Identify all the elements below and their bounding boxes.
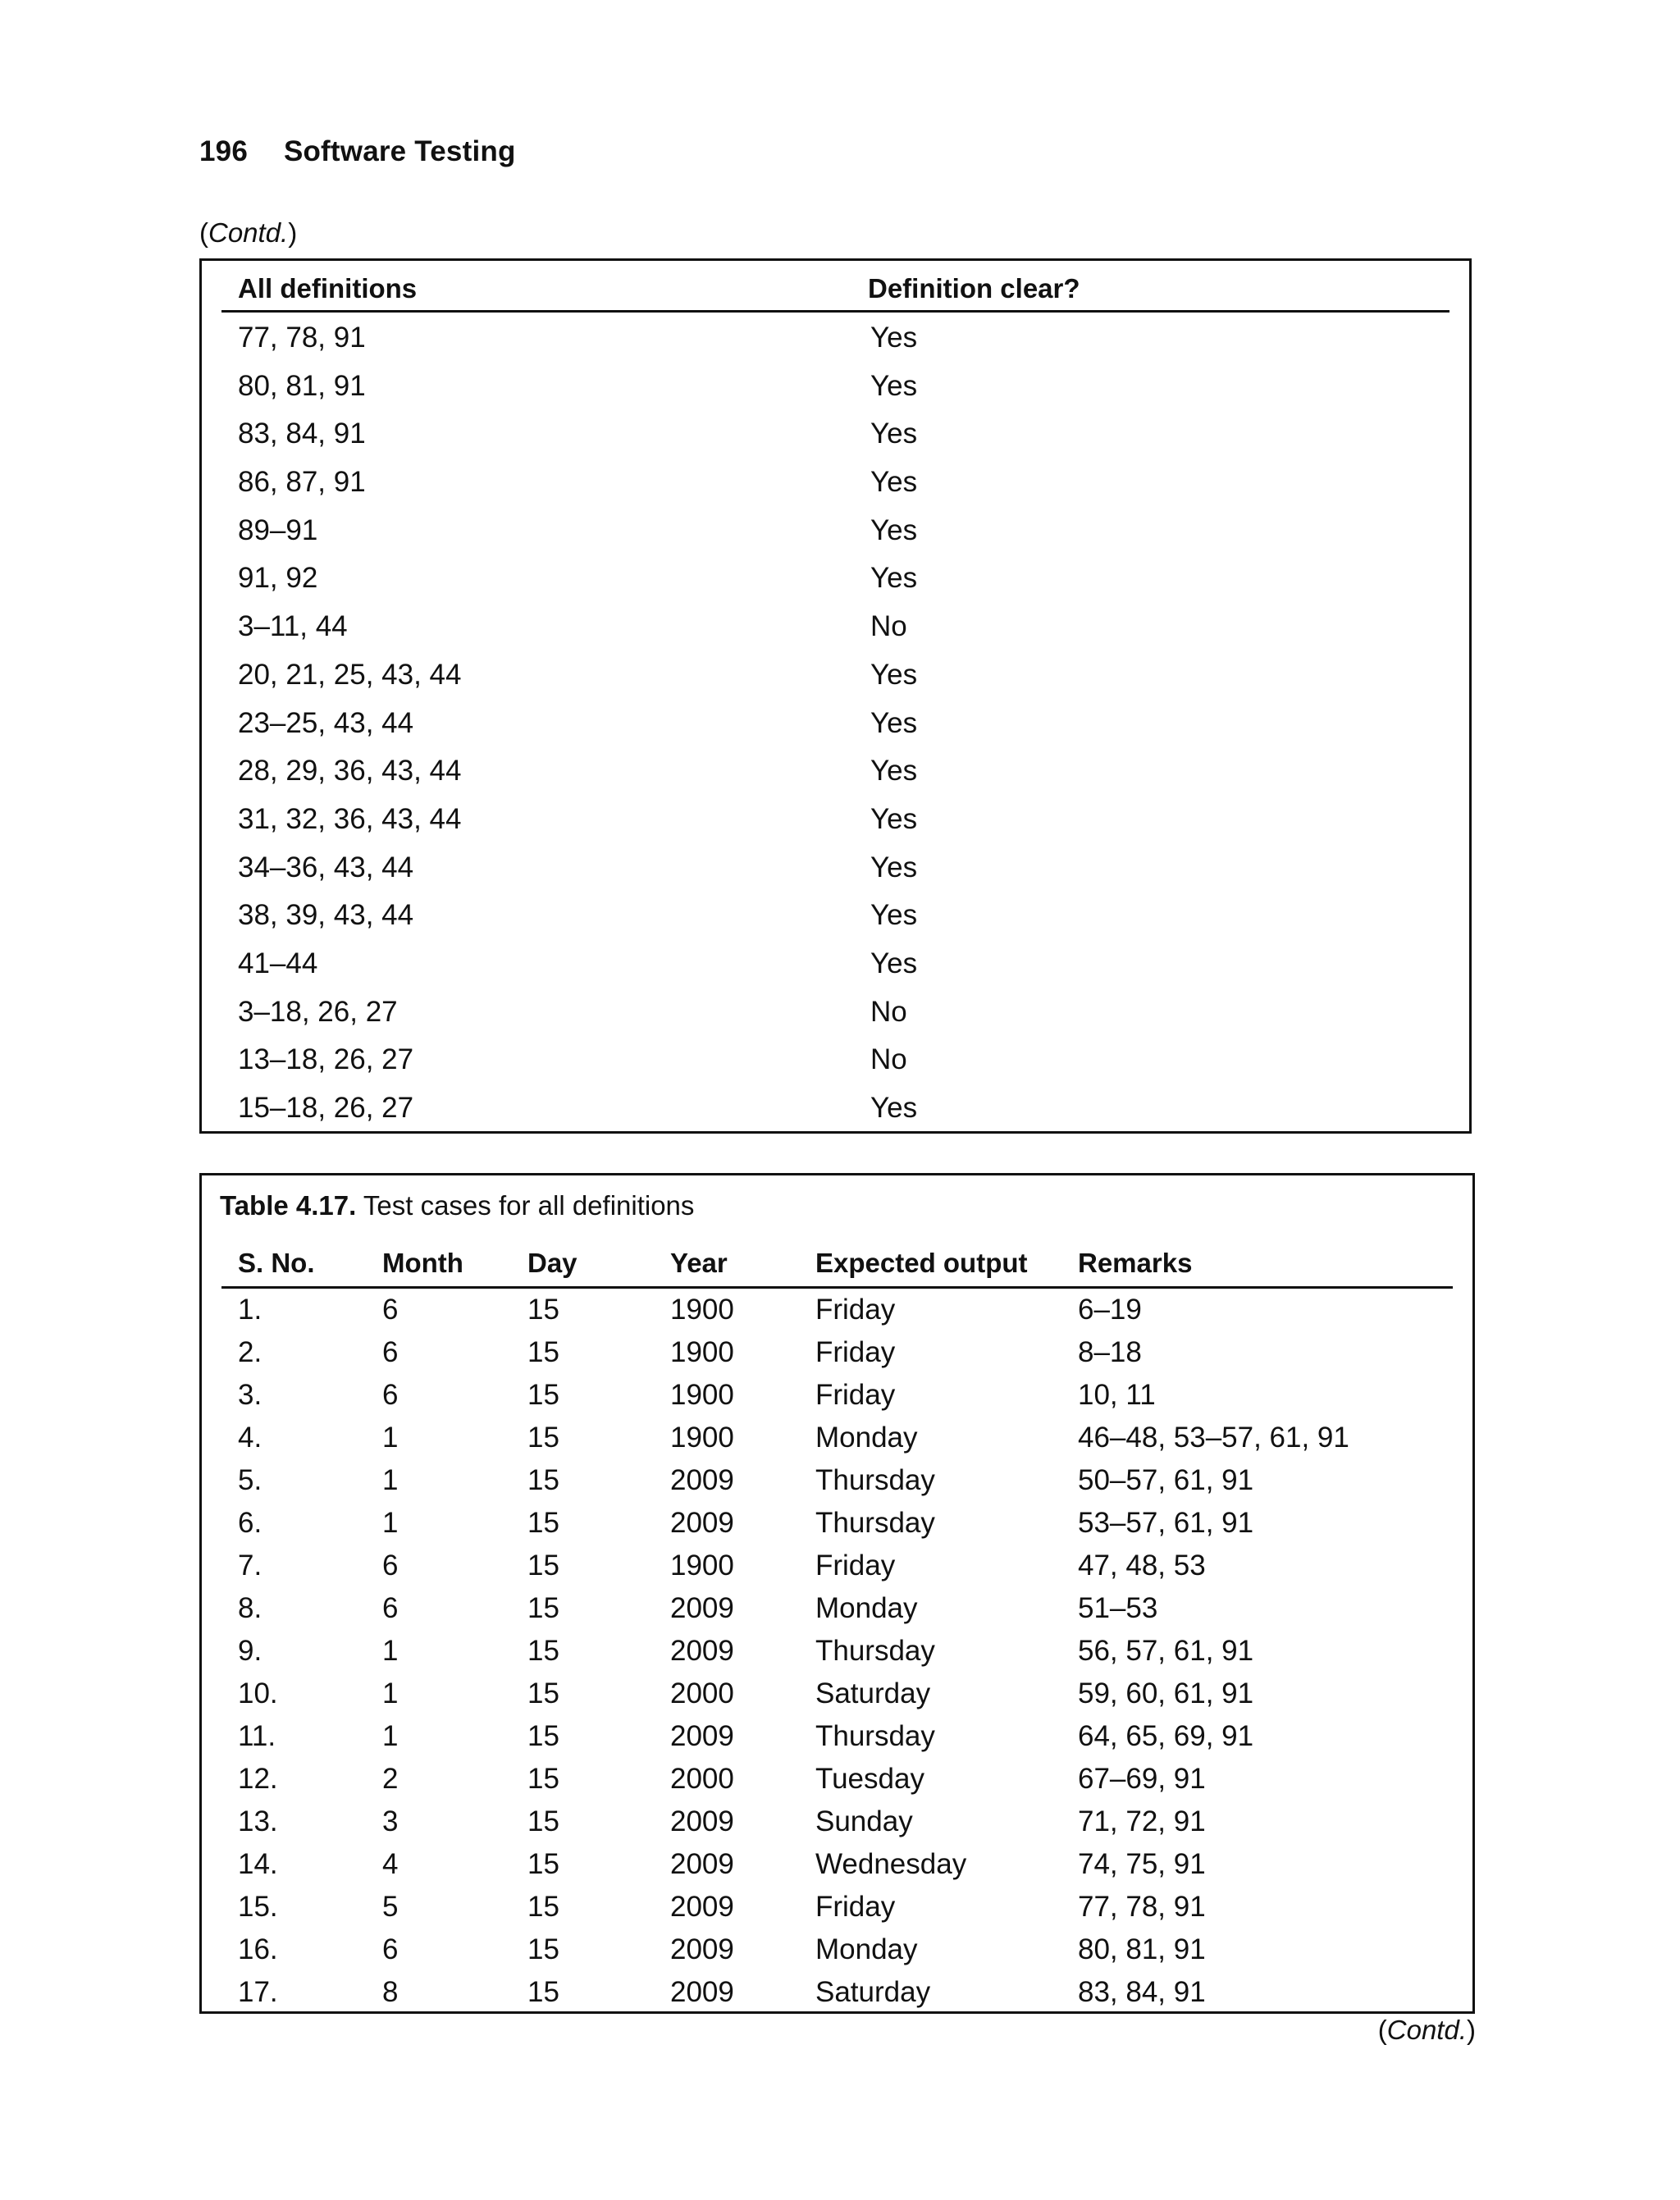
table-row — [221, 1376, 1453, 1418]
cell-year: 2000 — [670, 1677, 734, 1709]
table-row — [202, 604, 1469, 652]
cell-expected-output: Friday — [815, 1550, 896, 1582]
cell-expected-output: Wednesday — [815, 1848, 967, 1880]
cell-month: 1 — [382, 1720, 399, 1752]
cell-expected-output: Monday — [815, 1422, 918, 1454]
cell-remarks: 6–19 — [1078, 1294, 1142, 1326]
cell-expected-output: Sunday — [815, 1805, 913, 1837]
cell-day: 15 — [527, 1976, 559, 2008]
cell-definitions: 41–44 — [238, 947, 318, 979]
cell-definitions: 89–91 — [238, 513, 318, 546]
cell-clear: No — [870, 1043, 907, 1076]
cell-expected-output: Monday — [815, 1592, 918, 1624]
cell-s-no: 7. — [238, 1550, 262, 1582]
cell-definitions: 20, 21, 25, 43, 44 — [238, 658, 462, 691]
cell-remarks: 67–69, 91 — [1078, 1763, 1206, 1795]
cell-expected-output: Friday — [815, 1336, 896, 1368]
table-row — [202, 892, 1469, 941]
cell-s-no: 8. — [238, 1592, 262, 1624]
cell-definitions: 86, 87, 91 — [238, 466, 366, 499]
cell-clear: Yes — [870, 418, 918, 450]
table-row — [202, 701, 1469, 749]
cell-clear: Yes — [870, 755, 918, 787]
cell-year: 2009 — [670, 1507, 734, 1539]
table-row — [221, 1845, 1453, 1887]
cell-day: 15 — [527, 1805, 559, 1837]
header-remarks: Remarks — [1078, 1248, 1193, 1278]
cell-month: 6 — [382, 1592, 399, 1624]
cell-clear: Yes — [870, 899, 918, 932]
header-s-no: S. No. — [238, 1248, 315, 1278]
cell-month: 6 — [382, 1550, 399, 1582]
cell-month: 1 — [382, 1507, 399, 1539]
table-row — [221, 1546, 1453, 1589]
table-row — [202, 411, 1469, 459]
cell-year: 2000 — [670, 1763, 734, 1795]
book-title: Software Testing — [283, 135, 516, 167]
cell-remarks: 8–18 — [1078, 1336, 1142, 1368]
cell-expected-output: Friday — [815, 1379, 896, 1411]
table-row — [221, 1589, 1453, 1632]
cell-day: 15 — [527, 1677, 559, 1709]
cell-remarks: 77, 78, 91 — [1078, 1891, 1206, 1923]
cell-month: 1 — [382, 1677, 399, 1709]
cell-definitions: 91, 92 — [238, 562, 318, 595]
header-definition-clear: Definition clear? — [868, 273, 1080, 304]
cell-month: 3 — [382, 1805, 399, 1837]
cell-expected-output: Tuesday — [815, 1763, 924, 1795]
table-row — [221, 1632, 1453, 1674]
cell-day: 15 — [527, 1294, 559, 1326]
cell-remarks: 64, 65, 69, 91 — [1078, 1720, 1254, 1752]
cell-s-no: 3. — [238, 1379, 262, 1411]
cell-year: 2009 — [670, 1592, 734, 1624]
cell-month: 6 — [382, 1294, 399, 1326]
cell-day: 15 — [527, 1592, 559, 1624]
cell-expected-output: Friday — [815, 1891, 896, 1923]
table-row — [221, 1887, 1453, 1930]
cell-s-no: 13. — [238, 1805, 278, 1837]
page-number: 196 — [199, 135, 248, 167]
cell-day: 15 — [527, 1464, 559, 1496]
table-row — [202, 845, 1469, 893]
cell-clear: No — [870, 995, 907, 1028]
table-row — [221, 1504, 1453, 1546]
cell-year: 2009 — [670, 1805, 734, 1837]
table-row — [221, 1802, 1453, 1845]
cell-day: 15 — [527, 1507, 559, 1539]
cell-year: 2009 — [670, 1976, 734, 2008]
definitions-table-body — [202, 315, 1469, 1134]
table-row — [202, 652, 1469, 701]
header-month: Month — [382, 1248, 463, 1278]
header-all-definitions: All definitions — [238, 273, 418, 304]
cell-remarks: 80, 81, 91 — [1078, 1933, 1206, 1965]
header-year: Year — [670, 1248, 728, 1278]
cell-s-no: 2. — [238, 1336, 262, 1368]
cell-definitions: 13–18, 26, 27 — [238, 1043, 414, 1076]
cell-expected-output: Saturday — [815, 1677, 931, 1709]
cell-clear: Yes — [870, 658, 918, 691]
cell-month: 1 — [382, 1635, 399, 1667]
cell-s-no: 15. — [238, 1891, 278, 1923]
cell-clear: Yes — [870, 851, 918, 883]
cell-s-no: 14. — [238, 1848, 278, 1880]
cell-clear: No — [870, 610, 907, 643]
cell-remarks: 83, 84, 91 — [1078, 1976, 1206, 2008]
cell-remarks: 59, 60, 61, 91 — [1078, 1677, 1254, 1709]
cell-month: 4 — [382, 1848, 399, 1880]
cell-expected-output: Thursday — [815, 1720, 935, 1752]
cell-definitions: 3–18, 26, 27 — [238, 995, 398, 1028]
table-row — [221, 1973, 1453, 2015]
cell-year: 2009 — [670, 1720, 734, 1752]
cell-month: 1 — [382, 1464, 399, 1496]
cell-clear: Yes — [870, 562, 918, 595]
definitions-table-header — [221, 261, 1449, 313]
cell-clear: Yes — [870, 513, 918, 546]
cell-clear: Yes — [870, 706, 918, 739]
cell-definitions: 77, 78, 91 — [238, 322, 366, 354]
cell-definitions: 83, 84, 91 — [238, 418, 366, 450]
cell-s-no: 16. — [238, 1933, 278, 1965]
test-cases-table-header — [221, 1243, 1453, 1289]
table-row — [221, 1717, 1453, 1760]
table-row — [221, 1333, 1453, 1376]
definitions-table — [199, 258, 1472, 1134]
cell-remarks: 56, 57, 61, 91 — [1078, 1635, 1254, 1667]
test-cases-table-body — [221, 1290, 1453, 2015]
cell-clear: Yes — [870, 947, 918, 979]
table-row — [221, 1418, 1453, 1461]
table-row — [202, 315, 1469, 363]
cell-clear: Yes — [870, 322, 918, 354]
cell-day: 15 — [527, 1550, 559, 1582]
cell-expected-output: Monday — [815, 1933, 918, 1965]
cell-expected-output: Thursday — [815, 1464, 935, 1496]
cell-month: 2 — [382, 1763, 399, 1795]
table-row — [221, 1674, 1453, 1717]
cell-remarks: 10, 11 — [1078, 1379, 1156, 1411]
cell-s-no: 5. — [238, 1464, 262, 1496]
cell-clear: Yes — [870, 802, 918, 835]
cell-definitions: 80, 81, 91 — [238, 369, 366, 402]
cell-definitions: 38, 39, 43, 44 — [238, 899, 414, 932]
cell-remarks: 53–57, 61, 91 — [1078, 1507, 1254, 1539]
cell-month: 5 — [382, 1891, 399, 1923]
table-caption — [220, 1190, 694, 1221]
header-day: Day — [527, 1248, 578, 1278]
header-expected-output: Expected output — [815, 1248, 1028, 1278]
cell-clear: Yes — [870, 369, 918, 402]
cell-clear: Yes — [870, 1092, 918, 1124]
cell-expected-output: Saturday — [815, 1976, 931, 2008]
cell-definitions: 28, 29, 36, 43, 44 — [238, 755, 462, 787]
cell-month: 8 — [382, 1976, 399, 2008]
cell-expected-output: Thursday — [815, 1635, 935, 1667]
cell-day: 15 — [527, 1635, 559, 1667]
cell-month: 6 — [382, 1336, 399, 1368]
table-caption-label: Table 4.17. — [220, 1190, 357, 1221]
cell-day: 15 — [527, 1848, 559, 1880]
cell-year: 2009 — [670, 1635, 734, 1667]
cell-s-no: 10. — [238, 1677, 278, 1709]
cell-remarks: 46–48, 53–57, 61, 91 — [1078, 1422, 1349, 1454]
table-row — [202, 989, 1469, 1038]
cell-s-no: 17. — [238, 1976, 278, 2008]
cell-expected-output: Thursday — [815, 1507, 935, 1539]
cell-year: 2009 — [670, 1464, 734, 1496]
cell-year: 1900 — [670, 1336, 734, 1368]
cell-clear: Yes — [870, 466, 918, 499]
cell-day: 15 — [527, 1336, 559, 1368]
cell-remarks: 50–57, 61, 91 — [1078, 1464, 1254, 1496]
cell-year: 2009 — [670, 1848, 734, 1880]
table-row — [221, 1760, 1453, 1802]
table-row — [202, 555, 1469, 604]
cell-definitions: 3–11, 44 — [238, 610, 348, 643]
cell-year: 1900 — [670, 1379, 734, 1411]
table-row — [202, 748, 1469, 796]
cell-definitions: 34–36, 43, 44 — [238, 851, 414, 883]
test-cases-table — [199, 1173, 1475, 2014]
continued-text: Contd. — [1386, 2015, 1467, 2045]
cell-day: 15 — [527, 1422, 559, 1454]
cell-s-no: 11. — [238, 1720, 276, 1752]
table-row — [202, 796, 1469, 845]
cell-month: 1 — [382, 1422, 399, 1454]
table-row — [202, 508, 1469, 556]
cell-expected-output: Friday — [815, 1294, 896, 1326]
cell-remarks: 47, 48, 53 — [1078, 1550, 1206, 1582]
table-row — [202, 1085, 1469, 1134]
cell-remarks: 51–53 — [1078, 1592, 1158, 1624]
cell-s-no: 1. — [238, 1294, 262, 1326]
cell-day: 15 — [527, 1379, 559, 1411]
cell-s-no: 6. — [238, 1507, 262, 1539]
cell-year: 1900 — [670, 1294, 734, 1326]
cell-year: 2009 — [670, 1933, 734, 1965]
table-row — [202, 941, 1469, 989]
table-row — [221, 1930, 1453, 1973]
cell-year: 2009 — [670, 1891, 734, 1923]
cell-remarks: 71, 72, 91 — [1078, 1805, 1206, 1837]
cell-definitions: 31, 32, 36, 43, 44 — [238, 802, 462, 835]
continued-text: Contd. — [208, 217, 289, 248]
table-row — [221, 1290, 1453, 1333]
cell-definitions: 15–18, 26, 27 — [238, 1092, 414, 1124]
table-row — [202, 459, 1469, 508]
cell-day: 15 — [527, 1763, 559, 1795]
continued-label-bottom: (Contd.) — [1377, 2015, 1476, 2045]
cell-day: 15 — [527, 1891, 559, 1923]
table-caption-text: Test cases for all definitions — [356, 1190, 695, 1221]
cell-year: 1900 — [670, 1422, 734, 1454]
cell-s-no: 9. — [238, 1635, 262, 1667]
cell-s-no: 4. — [238, 1422, 262, 1454]
running-header — [199, 135, 516, 168]
continued-label-top: (Contd.) — [199, 217, 298, 248]
cell-s-no: 12. — [238, 1763, 278, 1795]
cell-month: 6 — [382, 1379, 399, 1411]
cell-day: 15 — [527, 1933, 559, 1965]
table-row — [202, 1037, 1469, 1085]
table-row — [221, 1461, 1453, 1504]
cell-day: 15 — [527, 1720, 559, 1752]
cell-month: 6 — [382, 1933, 399, 1965]
cell-definitions: 23–25, 43, 44 — [238, 706, 414, 739]
table-row — [202, 363, 1469, 412]
cell-year: 1900 — [670, 1550, 734, 1582]
cell-remarks: 74, 75, 91 — [1078, 1848, 1206, 1880]
